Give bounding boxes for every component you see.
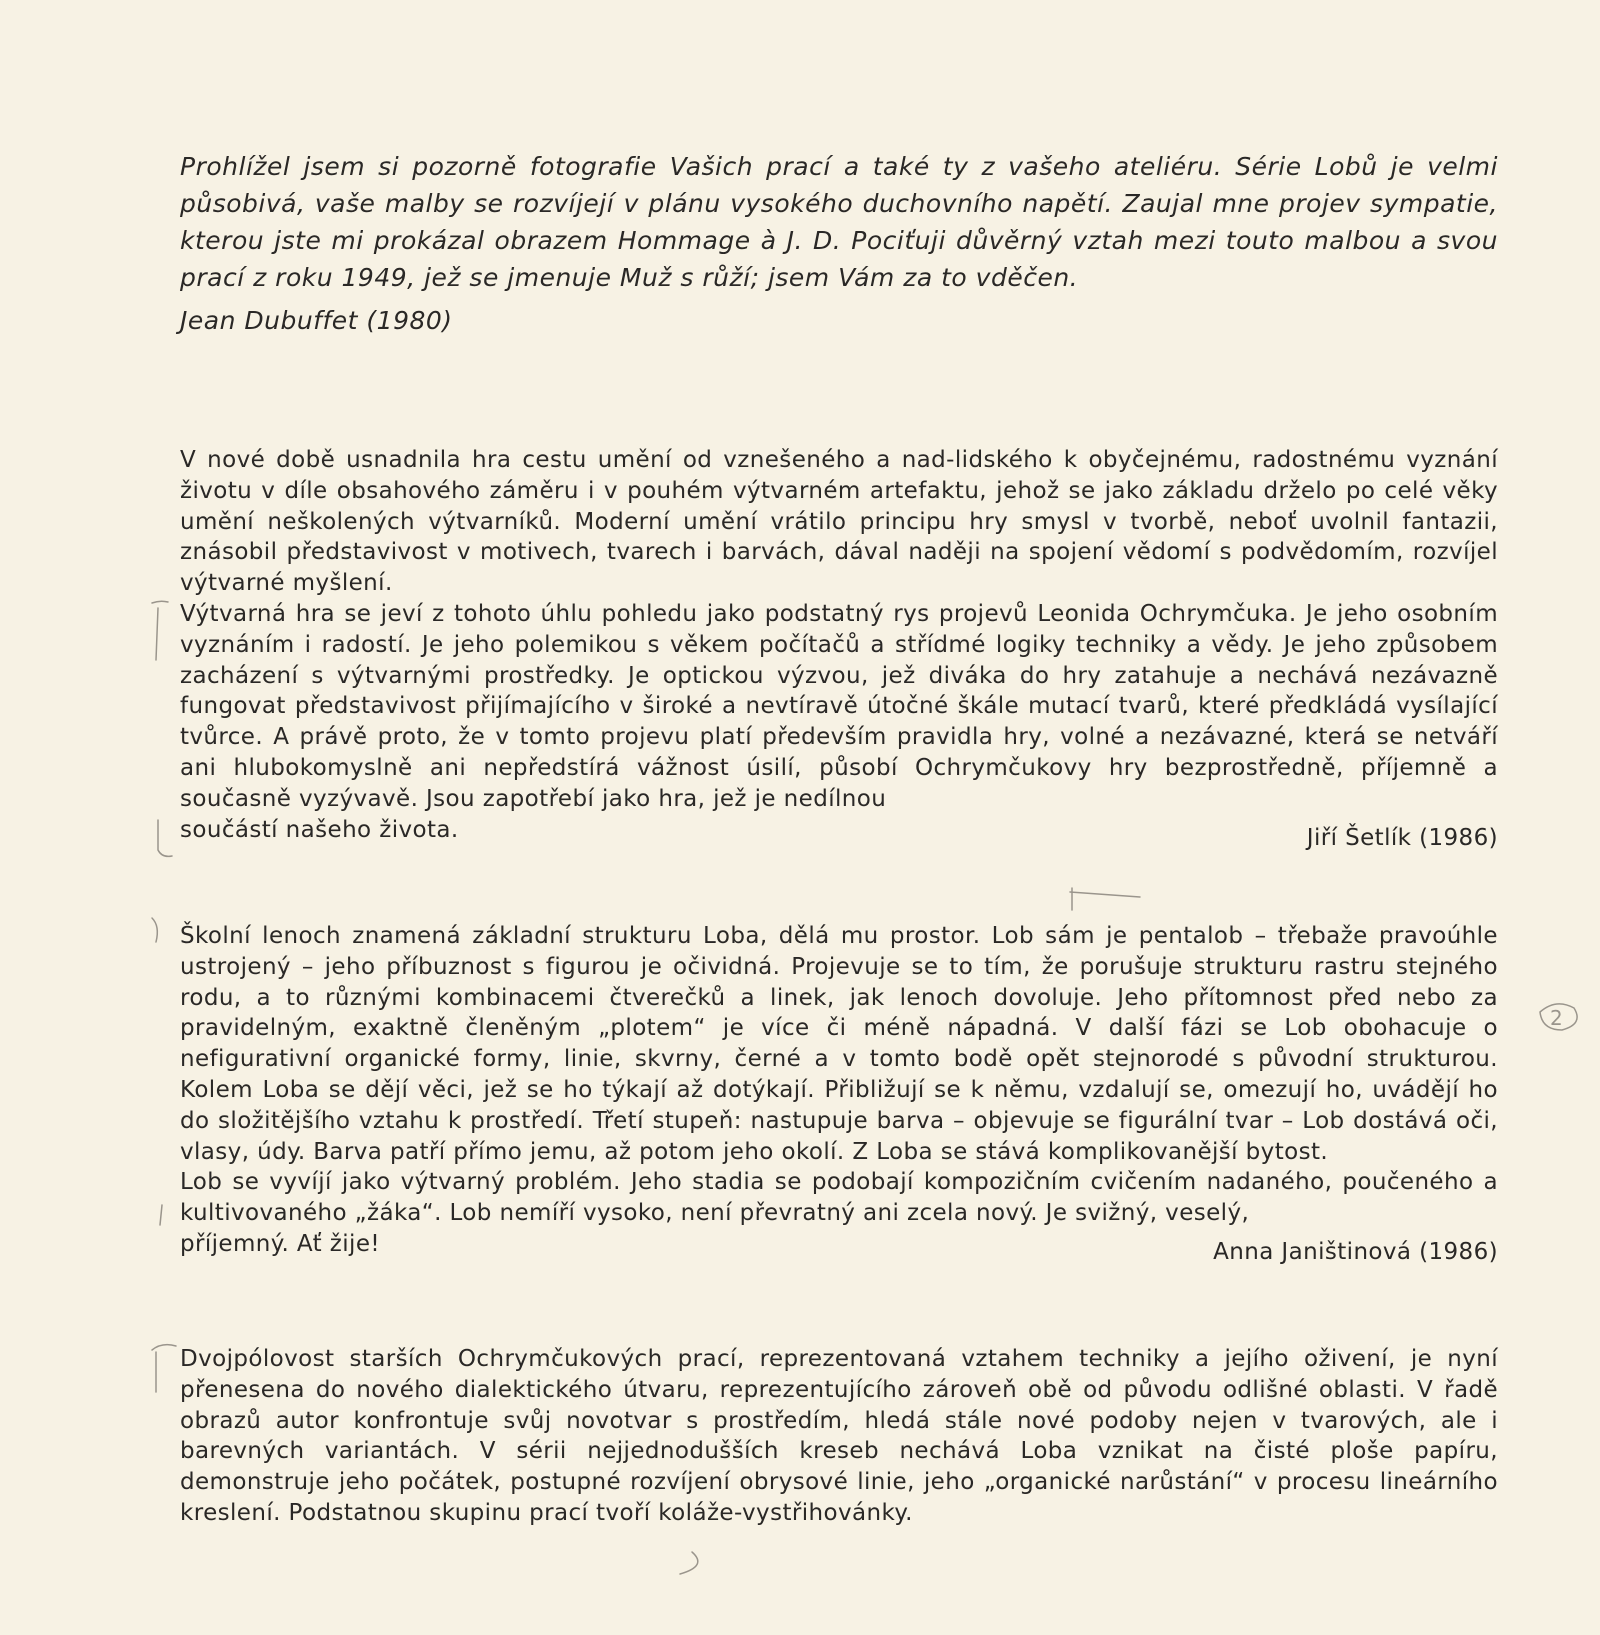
setlik-last-line: součástí našeho života. bbox=[180, 816, 459, 843]
pencil-bracket-final bbox=[152, 1345, 176, 1392]
pencil-bracket-setlik-top bbox=[152, 601, 168, 660]
janistinova-paragraph-1: Školní lenoch znamená základní strukturu Loba, dělá mu prostor. Lob sám je pentalob – třebaže pravoúhle ustrojený – jeho příbuznost s figurou je očividná. Projevuje se to tím, že porušuje strukturu rastru stejného rodu, a to různými kombinacemi čtverečků a linek, jak lenoch dovoluje. Jeho přítomnost před nebo za pravidelným, exaktně členěným „plotem“ je více či méně nápadná. V další fázi se Lob obohacuje o nefigurativní organické formy, linie, skvrny, černé a v tomto bodě opět stejnorodé s původní strukturou. Kolem Loba se dějí věci, jež se ho týkají až dotýkají. Přibližují se k němu, vzdalují se, omezují ho, uvádějí ho do složitějšího vztahu k prostředí. Třetí stupeň: nastupuje barva – objevuje se figurální tvar – Lob dostává oči, vlasy, údy. Barva patří přímo jemu, až potom jeho okolí. Z Loba se stává komplikovanější bytost. bbox=[180, 923, 1498, 1165]
final-essay bbox=[180, 1344, 1498, 1529]
dubuffet-quote bbox=[180, 148, 1498, 339]
dubuffet-quote-text: Prohlížel jsem si pozorně fotografie Vašich prací a také ty z vašeho ateliéru. Série Lobů je velmi působivá, vaše malby se rozvíjejí v plánu vysokého duchovního napětí. Zaujal mne projev sympatie, kterou jste mi prokázal obrazem Hommage à J. D. Pociťuji důvěrný vztah mezi touto malbou a svou prací z roku 1949, jež se jmenuje Muž s růží; jsem Vám za to vděčen. bbox=[180, 152, 1498, 292]
setlik-signature: Jiří Šetlík (1986) bbox=[1306, 824, 1498, 851]
pencil-mark-top bbox=[1070, 888, 1140, 910]
pencil-tick-janistinova bbox=[160, 1205, 162, 1225]
janistinova-paragraph-2: Lob se vyvíjí jako výtvarný problém. Jeho stadia se podobají kompozičním cvičením nadaného, poučeného a kultivovaného „žáka“. Lob nemíří vysoko, není převratný ani zcela nový. Je svižný, veselý, bbox=[180, 1169, 1498, 1227]
dubuffet-signature: Jean Dubuffet (1980) bbox=[180, 306, 453, 335]
pencil-mark-bottom bbox=[680, 1552, 698, 1574]
setlik-paragraph-1: V nové době usnadnila hra cestu umění od vznešeného a nad-lidského k obyčejnému, radostnému vyznání životu v díle obsahového záměru i v pouhém výtvarném artefaktu, jehož se jako základu drželo po celé věky umění neškolených výtvarníků. Moderní umění vrátilo principu hry smysl v tvorbě, neboť uvolnil fantazii, znásobil představivost v motivech, tvarech i barvách, dával naději na spojení vědomí s podvědomím, rozvíjel výtvarné myšlení. bbox=[180, 447, 1498, 597]
margin-note-number: 2 bbox=[1550, 1006, 1563, 1030]
setlik-closing-row bbox=[180, 815, 1498, 854]
janistinova-signature: Anna Janištinová (1986) bbox=[1213, 1238, 1498, 1265]
janistinova-essay bbox=[180, 921, 1498, 1268]
pencil-circle-number bbox=[1540, 1004, 1577, 1030]
pencil-bracket-setlik-bottom bbox=[158, 820, 172, 856]
final-paragraph-1: Dvojpólovost starších Ochrymčukových prací, reprezentovaná vztahem techniky a jejího oživení, je nyní přenesena do nového dialektického útvaru, reprezentujícího zároveň obě od původu odlišné oblasti. V řadě obrazů autor konfrontuje svůj novotvar s prostředím, hledá stále nové podoby nejen v tvarových, ale i barevných variantách. V sérii nejjednodušších kreseb nechává Loba vznikat na čisté ploše papíru, demonstruje jeho počátek, postupné rozvíjení obrysové linie, jeho „organické narůstání“ v procesu lineárního kreslení. Podstatnou skupinu prací tvoří koláže-vystřihovánky. bbox=[180, 1346, 1498, 1526]
setlik-essay bbox=[180, 445, 1498, 853]
janistinova-last-line: příjemný. Ať žije! bbox=[180, 1230, 381, 1257]
setlik-paragraph-2: Výtvarná hra se jeví z tohoto úhlu pohledu jako podstatný rys projevů Leonida Ochrymčuka. Je jeho osobním vyznáním i radostí. Je jeho polemikou s věkem počítačů a střídmé logiky techniky a vědy. Je jeho způsobem zacházení s výtvarnými prostředky. Je optickou výzvou, jež diváka do hry zatahuje a nechává nezávazně fungovat představivost přijímajícího v široké a nevtíravě útočné škále mutací tvarů, které předkládá vysílající tvůrce. A právě proto, že v tomto projevu platí především pravidla hry, volné a nezávazné, která se netváří ani hlubokomyslně ani nepředstírá vážnost úsilí, působí Ochrymčukovy hry bezprostředně, příjemně a současně vyzývavě. Jsou zapotřebí jako hra, jež je nedílnou bbox=[180, 600, 1498, 812]
pencil-bracket-janistinova bbox=[152, 918, 157, 942]
janistinova-closing-row bbox=[180, 1229, 1498, 1268]
